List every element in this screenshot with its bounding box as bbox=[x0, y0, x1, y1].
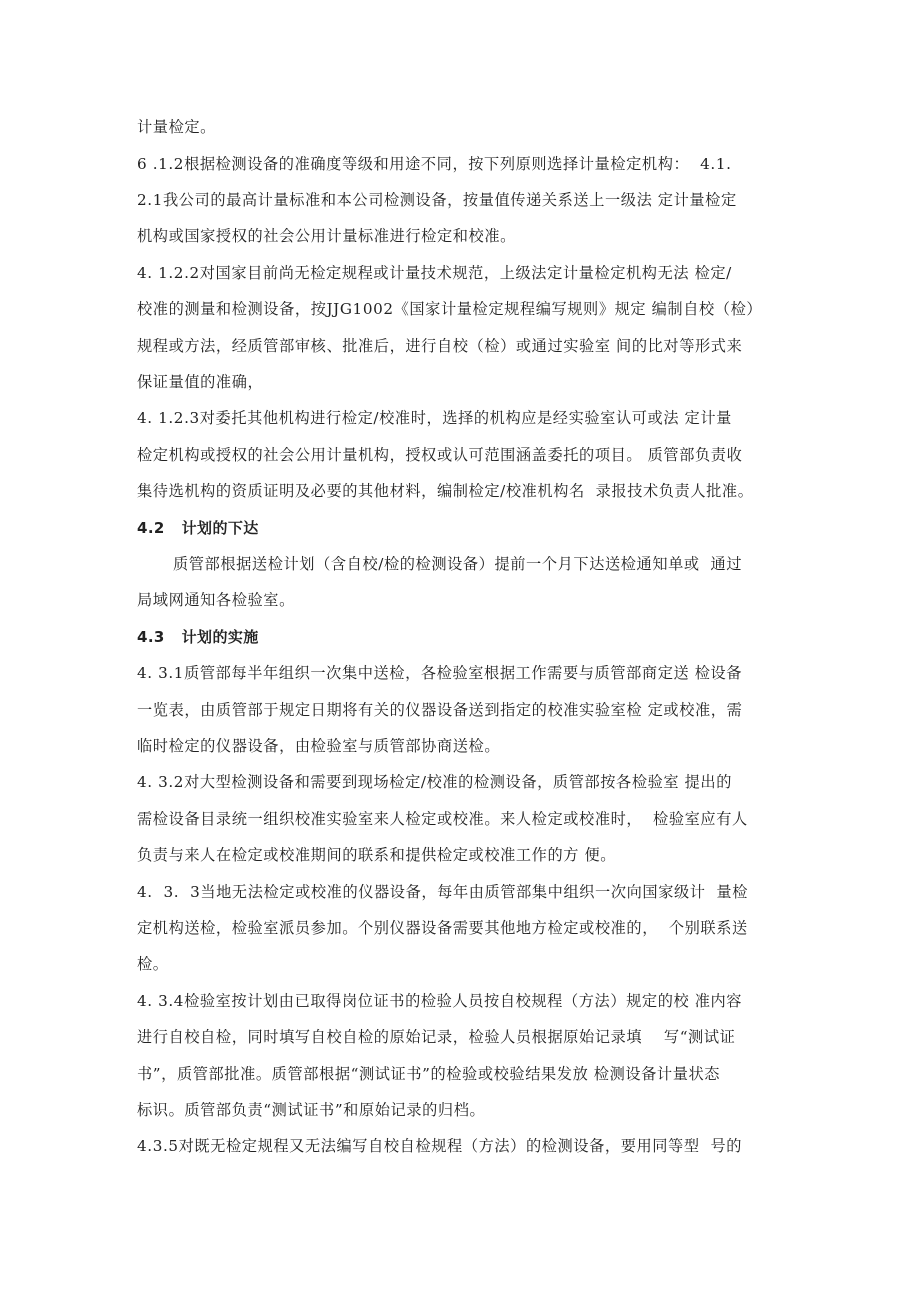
text-line: 集待选机构的资质证明及必要的其他材料，编制检定/校准机构名 录报技术负责人批准。 bbox=[137, 482, 754, 500]
section-heading: 4.3 计划的实施 bbox=[137, 628, 259, 646]
text-line: 6 .1.2根据检测设备的准确度等级和用途不同，按下列原则选择计量检定机构： 4.1. bbox=[137, 155, 732, 173]
text-line: 一览表，由质管部于规定日期将有关的仪器设备送到指定的校准实验室检 定或校准，需 bbox=[137, 701, 743, 719]
text-line: 4. 3. 3当地无法检定或校准的仪器设备，每年由质管部集中组织一次向国家级计 量检 bbox=[137, 883, 748, 901]
text-line: 4. 1.2.2对国家目前尚无检定规程或计量技术规范，上级法定计量检定机构无法 检定/ bbox=[137, 264, 732, 282]
text-line: 计量检定。 bbox=[137, 118, 216, 136]
text-line: 质管部根据送检计划（含自校/检的检测设备）提前一个月下达送检通知单或 通过 bbox=[173, 555, 743, 573]
text-line: 局域网通知各检验室。 bbox=[137, 591, 295, 609]
text-line: 保证量值的准确， bbox=[137, 373, 264, 391]
text-line: 检定机构或授权的社会公用计量机构，授权或认可范围涵盖委托的项目。 质管部负责收 bbox=[137, 446, 743, 464]
text-line: 4. 3.4检验室按计划由已取得岗位证书的检验人员按自校规程（方法）规定的校 准内容 bbox=[137, 992, 743, 1010]
text-line: 机构或国家授权的社会公用计量标准进行检定和校准。 bbox=[137, 227, 516, 245]
text-line: 标识。质管部负责“测试证书”和原始记录的归档。 bbox=[137, 1101, 486, 1119]
text-line: 4. 1.2.3对委托其他机构进行检定/校准时，选择的机构应是经实验室认可或法 定计量 bbox=[137, 409, 732, 427]
text-line: 书”，质管部批准。质管部根据“测试证书”的检验或校验结果发放 检测设备计量状态 bbox=[137, 1065, 721, 1083]
section-heading: 4.2 计划的下达 bbox=[137, 519, 259, 537]
text-line: 规程或方法，经质管部审核、批准后，进行自校（检）或通过实验室 间的比对等形式来 bbox=[137, 337, 743, 355]
text-line: 检。 bbox=[137, 955, 169, 973]
text-line: 2.1我公司的最高计量标准和本公司检测设备，按量值传递关系送上一级法 定计量检定 bbox=[137, 191, 737, 209]
text-line: 负责与来人在检定或校准期间的联系和提供检定或校准工作的方 便。 bbox=[137, 846, 617, 864]
text-line: 需检设备目录统一组织校准实验室来人检定或校准。来人检定或校准时， 检验室应有人 bbox=[137, 810, 748, 828]
text-line: 4.3.5对既无检定规程又无法编写自校自检规程（方法）的检测设备，要用同等型 号的 bbox=[137, 1137, 743, 1155]
text-line: 校准的测量和检测设备，按JJG1002《国家计量检定规程编写规则》规定 编制自校（检） bbox=[137, 300, 763, 318]
text-line: 定机构送检，检验室派员参加。个别仪器设备需要其他地方检定或校准的， 个别联系送 bbox=[137, 919, 748, 937]
text-line: 临时检定的仪器设备，由检验室与质管部协商送检。 bbox=[137, 737, 501, 755]
text-line: 进行自校自检，同时填写自校自检的原始记录，检验人员根据原始记录填 写“测试证 bbox=[137, 1028, 736, 1046]
text-line: 4. 3.1质管部每半年组织一次集中送检，各检验室根据工作需要与质管部商定送 检设备 bbox=[137, 664, 743, 682]
text-line: 4. 3.2对大型检测设备和需要到现场检定/校准的检测设备，质管部按各检验室 提出的 bbox=[137, 773, 732, 791]
